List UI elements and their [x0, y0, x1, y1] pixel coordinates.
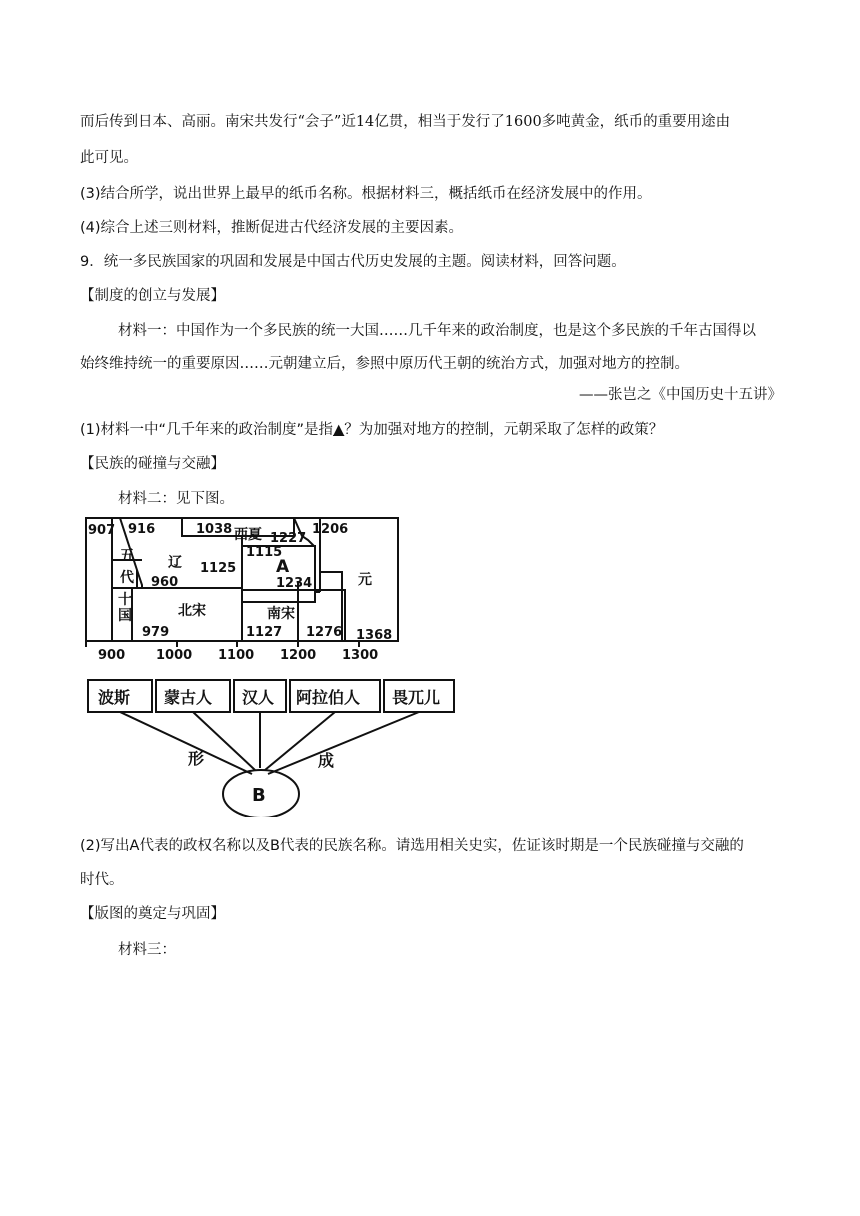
- answer-blank-mark: ▲: [333, 422, 345, 438]
- ethnic-group-label: 波斯: [98, 688, 131, 707]
- regime-label: 南宋: [267, 606, 295, 622]
- year-label: 916: [128, 522, 156, 537]
- question-9-stem: 9．统一多民族国家的巩固和发展是中国古代历史发展的主题。阅读材料，回答问题。: [80, 254, 626, 270]
- year-label: 1115: [246, 545, 283, 560]
- year-label: 1234: [276, 576, 313, 591]
- year-label: 979: [142, 625, 170, 640]
- passage-line: 而后传到日本、高丽。南宋共发行“会子”近14亿贯，相当于发行了1600多吨黄金，纸币的重要用途由: [80, 114, 731, 130]
- year-label: 1127: [246, 625, 283, 640]
- year-label: 1368: [356, 628, 393, 643]
- question-4: (4)综合上述三则材料，推断促进古代经济发展的主要因素。: [80, 220, 464, 236]
- axis-tick-label: 1200: [280, 648, 317, 663]
- ethnic-group-label: 畏兀儿: [392, 688, 441, 707]
- material-1-line: 材料一：中国作为一个多民族的统一大国……几千年来的政治制度，也是这个多民族的千年古国得以: [118, 323, 756, 339]
- year-label: 960: [151, 575, 179, 590]
- regime-label: 西夏: [234, 527, 262, 543]
- year-label: 907: [88, 523, 116, 538]
- ethnic-group-label: 蒙古人: [164, 688, 213, 707]
- axis-tick-label: 1100: [218, 648, 255, 663]
- regime-label: 五: [120, 548, 134, 564]
- regime-label: 元: [358, 572, 372, 588]
- year-label: 1125: [200, 561, 237, 576]
- material-1-source: ——张岂之《中国历史十五讲》: [579, 387, 782, 403]
- regime-label: 北宋: [178, 603, 206, 619]
- passage-line: 此可见。: [80, 150, 138, 166]
- year-label: 1276: [306, 625, 343, 640]
- ethnic-group-label: 汉人: [242, 688, 275, 707]
- axis-tick-label: 1000: [156, 648, 193, 663]
- ethnic-group-label: 阿拉伯人: [296, 688, 361, 707]
- question-1: [80, 418, 663, 439]
- question-2-line: (2)写出A代表的政权名称以及B代表的民族名称。请选用相关史实，佐证该时期是一个民族碰撞与交融的: [80, 838, 744, 854]
- year-label: 1038: [196, 522, 233, 537]
- regime-label: A: [276, 557, 290, 577]
- regime-label: 辽: [168, 555, 182, 571]
- question-1-text: ？为加强对地方的控制，元朝采取了怎样的政策？: [344, 422, 664, 438]
- question-1-text: (1)材料一中“几千年来的政治制度”是指: [80, 422, 334, 438]
- ethnic-result-label: B: [252, 785, 266, 806]
- section-heading: 【民族的碰撞与交融】: [80, 456, 225, 472]
- regime-label: 代: [120, 570, 134, 586]
- section-heading: 【版图的奠定与巩固】: [80, 906, 225, 922]
- year-label: 1206: [312, 522, 349, 537]
- material-1-line: 始终维持统一的重要原因……元朝建立后，参照中原历代王朝的统治方式，加强对地方的控制。: [80, 356, 689, 372]
- formation-label: 成: [318, 751, 335, 770]
- question-2-line: 时代。: [80, 872, 124, 888]
- question-3: (3)结合所学，说出世界上最早的纸币名称。根据材料三，概括纸币在经济发展中的作用。: [80, 186, 652, 202]
- regime-label: 国: [118, 608, 132, 624]
- material-2-label: 材料二：见下图。: [118, 491, 234, 507]
- regime-label: 十: [118, 592, 132, 608]
- material-2-figure: [80, 512, 460, 817]
- axis-tick-label: 900: [98, 648, 126, 663]
- formation-label: 形: [188, 749, 205, 768]
- section-heading: 【制度的创立与发展】: [80, 288, 225, 304]
- material-3-label: 材料三：: [118, 942, 176, 958]
- year-label: 1227: [270, 531, 307, 546]
- axis-tick-label: 1300: [342, 648, 379, 663]
